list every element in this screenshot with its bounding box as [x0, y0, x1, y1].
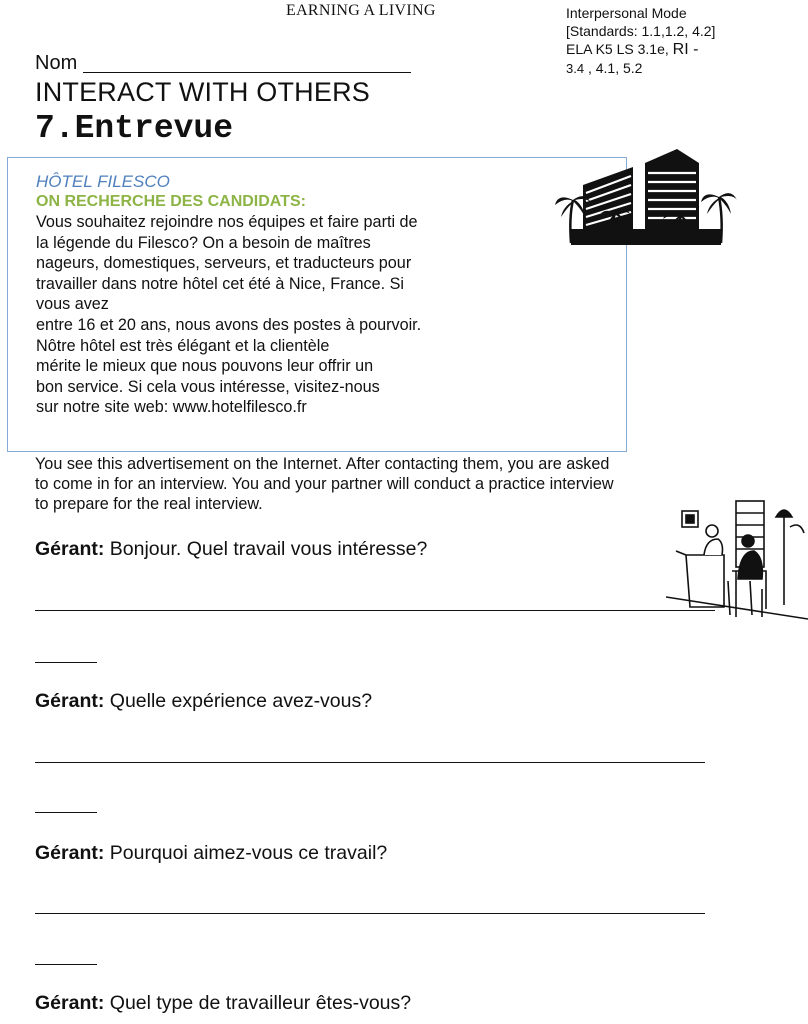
- answer-line-2-continued[interactable]: [35, 812, 97, 813]
- instruction-line: to come in for an interview. You and your partner will conduct a practice interview: [35, 475, 614, 493]
- answer-line-3-continued[interactable]: [35, 964, 97, 965]
- speaker-label: Gérant:: [35, 690, 105, 712]
- interview-office-illustration: [666, 497, 808, 623]
- standards-rest: , 4.1, 5.2: [584, 60, 643, 76]
- answer-line-3[interactable]: [35, 913, 705, 914]
- question-4: [35, 992, 411, 1015]
- ad-body: [36, 212, 626, 418]
- question-text: Quel type de travailleur êtes-vous?: [104, 992, 412, 1014]
- ad-line: Nôtre hôtel est très élégant et la clientèle: [36, 336, 330, 355]
- activity-title: 7.Entrevue: [35, 110, 234, 147]
- speaker-label: Gérant:: [35, 992, 105, 1014]
- ad-line: Vous souhaitez rejoindre nos équipes et faire parti de: [36, 213, 418, 231]
- standards-line-2: [Standards: 1.1,1.2, 4.2]: [566, 23, 716, 39]
- instruction-line: to prepare for the real interview.: [35, 495, 263, 513]
- ad-line: nageurs, domestiques, serveurs, et traducteurs pour: [36, 254, 412, 273]
- ad-line: sur notre site web: www.hotelfilesco.fr: [36, 398, 307, 417]
- question-1: [35, 538, 427, 561]
- speaker-label: Gérant:: [35, 842, 105, 864]
- hotel-palm-trees-illustration: [553, 145, 738, 248]
- question-text: Quelle expérience avez-vous?: [104, 690, 373, 712]
- answer-line-1[interactable]: [35, 610, 715, 611]
- ad-line: vous avez: [36, 295, 109, 314]
- ad-line: travailler dans notre hôtel cet été à Nice, France. Si: [36, 274, 404, 293]
- standards-ri: RI -: [672, 41, 699, 58]
- ad-line: bon service. Si cela vous intéresse, visitez-nous: [36, 377, 380, 396]
- name-field: [35, 52, 411, 75]
- instruction-line: You see this advertisement on the Internet. After contacting them, you are asked: [35, 455, 610, 473]
- speaker-label: Gérant:: [35, 538, 105, 560]
- standards-ri-number: 3.4: [566, 61, 585, 76]
- standards-line-4: [566, 59, 806, 78]
- standards-line-3: [566, 40, 806, 59]
- hotel-advertisement: [7, 157, 627, 452]
- ad-hotel-name: HÔTEL FILESCO: [36, 172, 170, 191]
- ad-recruiting-heading: ON RECHERCHE DES CANDIDATS:: [36, 193, 306, 210]
- standards-note: [566, 4, 806, 78]
- answer-line-1-continued[interactable]: [35, 662, 97, 663]
- question-3: [35, 842, 387, 865]
- standards-line-1: Interpersonal Mode: [566, 5, 687, 21]
- section-heading: INTERACT WITH OTHERS: [35, 77, 371, 107]
- worksheet-unit-title: EARNING A LIVING: [286, 2, 436, 19]
- question-2: [35, 690, 372, 713]
- ad-line: la légende du Filesco? On a besoin de maîtres: [36, 233, 371, 252]
- standards-ela: ELA K5 LS 3.1e,: [566, 41, 673, 57]
- ad-line: mérite le mieux que nous pouvons leur offrir un: [36, 357, 374, 376]
- ad-line: entre 16 et 20 ans, nous avons des postes à pourvoir.: [36, 315, 422, 334]
- answer-line-2[interactable]: [35, 762, 705, 763]
- interview-instructions: [35, 454, 725, 514]
- name-label: Nom: [35, 52, 78, 74]
- name-blank[interactable]: [83, 53, 411, 73]
- question-text: Bonjour. Quel travail vous intéresse?: [104, 538, 428, 560]
- question-text: Pourquoi aimez-vous ce travail?: [104, 842, 388, 864]
